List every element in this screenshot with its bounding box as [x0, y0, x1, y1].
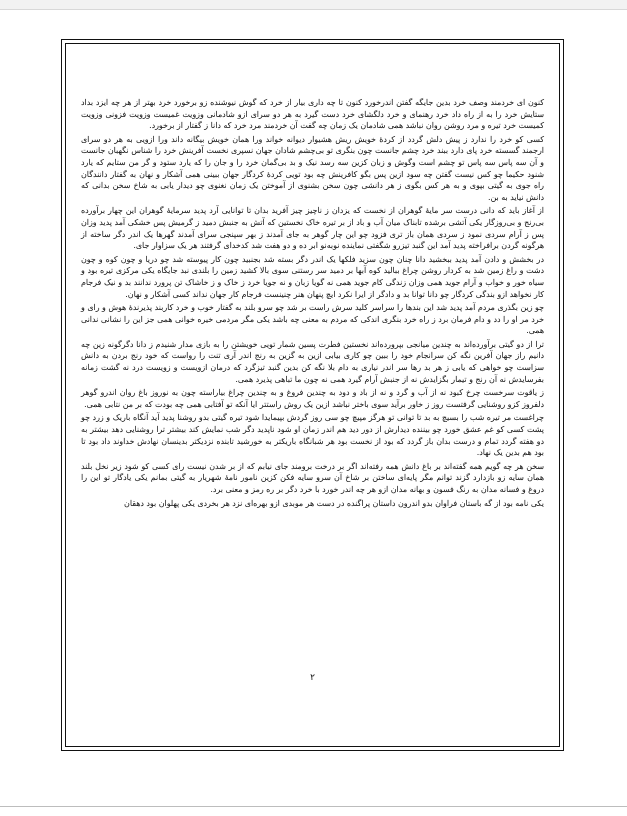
page-number: ۲ [310, 673, 315, 683]
page-border-inner [65, 43, 560, 747]
paragraph-2: کسی کو خرد را ندارد ز پیش دلش گردد از کردهٔ خویش ریش هشیوار دیوانه خواند ورا همان خویش بیگانه داند ورا ازویی به هر دو سرای ارجمند گسسته خرد پای دارد ببند خرد چشم جانست چون بنگری تو بی‌چشم شادان جهان نسپری نخست آفرینش خرد را شناس نگهبان جانست و آن سه پاس سه پاس تو چشم است وگوش و زبان کزین سه رسد نیک و بد بی‌گمان خرد را و جان را که یارد ستود و گر من ستایم که یارد شنود حکیما چو کس نیست گفتن چه سود ازین پس بگو کافرینش چه بود تویی کردهٔ کردگار جهان ببینی همی آشکار و نهان به گفتار دانندگان راه جوی به گیتی بپوی و به هر کس بگوی ز هر دانشی چون سخن بشنوی از آموختن یک زمان نغنوی چو دیدار یابی به شاخ سخن بدانی که دانش نیاید به بن. [81, 134, 544, 202]
body-text [81, 97, 544, 509]
paragraph-1: کنون ای خردمند وصف خرد بدین جایگه گفتن اندرخورد کنون تا چه داری بیار از خرد که گوش نیوشنده زو برخورد خرد بهتر از هر چه ایزد بداد ستایش خرد را به از راه داد خرد رهنمای و خرد دلگشای خرد دست گیرد به هر دو سرای ازو شادمانی وزویت غمیست وزویت فزونی وزویت کمیست خرد تیره و مرد روشن روان نباشد همی شادمان یک زمان چه گفت آن خردمند مرد خرد که دانا ز گفتار از برخورد. [81, 98, 544, 131]
paragraph-6: ترا از دو گیتی برآورده‌اند به چندین میانجی بپرورده‌اند نخستین فطرت پسین شمار تویی خویشتن را به بازی مدار شنیدم ز دانا دگرگونه زین چه دانیم راز جهان آفرین نگه کن سرانجام خود را ببین چو کاری بیابی ازین به گزین به رنج اندر آری تنت را رواست که خود رنج بردن به دانش سزاست چو خواهی که یابی ز هر بد رها سر اندر نیاری به دام بلا نگه کن بدین گنبد تیزگرد که درمان ازویست و زویست درد نه گشت زمانه بفرسایدش نه آن رنج و تیمار بگزایدش نه از جنبش آرام گیرد همی نه چون ما تباهی پذیرد همی. [81, 339, 544, 384]
viewer-top-bar [0, 0, 627, 10]
paragraph-5: چو زین بگذری مردم آمد پدید شد این بندها را سراسر کلید سرش راست بر شد چو سرو بلند به گفتار خوب و خرد کاربند پذیرندهٔ هوش و رای و خرد مر او را دد و دام فرمان برد ز راه خرد بنگری اندکی که مردم به معنی چه باشد یکی مگر مردمی خیره خوانی همی جز این را نشانی ندانی همی. [81, 303, 544, 336]
page-border-outer [61, 39, 564, 751]
paragraph-7: ز یاقوت سرخست چرخ کبود نه از آب و گرد و نه از باد و دود به چندین فروغ و به چندین چراغ بیاراسته چون به نوروز باغ روان اندرو گوهر دلفروز کزو روشنایی گرفتست روز ز خاور برآید سوی باختر نباشد ازین یک روش راستتر ایا آنکه تو آفتابی همی چه بودت که بر من نتابی همی. [81, 388, 544, 409]
paragraph-4: در بخشش و دادن آمد پدید ببخشید دانا چنان چون سزید فلکها یک اندر دگر بسته شد بجنبید چون کار پیوسته شد چو دریا و چون کوه و چون دشت و راغ زمین شد به کردار روشن چراغ ببالید کوه آبها بر دمید سر رستنی سوی بالا کشید زمین را بلندی نبد جایگاه یکی مرکزی تیره بود و سیاه خور و خواب و آرام جوید همی وزان زندگی کام جوید همی نه گویا زبان و نه جویا خرد ز خاک و ز خاشاک تن پرورد ندانند بد و نیک فرجام کار نخواهد ازو بندگی کردگار چو دانا توانا بد و دادگر از ایرا نکرد ایچ پنهان هنر چنینست فرجام کار جهان نداند کسی آشکار و نهان. [81, 254, 544, 299]
paragraph-3: از آغاز باید که دانی درست سر مایهٔ گوهران از نخست که یزدان ز ناچیز چیز آفرید بدان تا توانایی آرد پدید سرمایهٔ گوهران این چهار برآورده بی‌رنج و بی‌روزگار یکی آتشی برشده تابناک میان آب و باد از بر تیره خاک نخستین که آتش به جنبش دمید ز گرمیش پس خشکی آمد پدید وزان پس ز آرام سردی نمود ز سردی همان باز تری فزود چو این چار گوهر به جای آمدند ز بهر سپنجی سرای آمدند گهرها یک اندر دگر ساخته از هرگونه گردن برافراخته پدید آمد این گنبد تیزرو شگفتی نماینده نوبه‌نو ابر ده و دو هفت شد کدخدای گرفتند هر یک سزاوار جای. [81, 206, 544, 251]
next-page-edge [0, 807, 627, 816]
paragraph-9: سخن هر چه گویم همه گفته‌اند بر باغ دانش همه رفته‌اند اگر بر درخت برومند جای نیابم که از بر شدن نیست رای کسی کو شود زیر نخل بلند همان سایه زو بازدارد گزند توانم مگر پایه‌ای ساختن بر شاخ آن سرو سایه فکن کزین نامور نامهٔ شهریار به گیتی بمانم یکی یادگار تو این را دروغ و فسانه مدان به رنگ فسون و بهانه مدان ازو هر چه اندر خورد با خرد دگر بر ره رمز و معنی برد. [81, 461, 544, 494]
paragraph-10: یکی نامه بود از گه باستان فراوان بدو اندرون داستان پراگنده در دست هر موبدی ازو بهره‌ای نزد هر بخردی یکی پهلوان بود دهقان [124, 498, 544, 508]
paragraph-8: چراغست مر تیره شب را بسیچ به بد تا توانی تو هرگز مپیچ چو سی روز گردش بپیمایدا شود تیره گیتی بدو روشنا پدید آید آنگاه باریک و زرد چو پشت کسی کو غم عشق خورد چو بیننده دیدارش از دور دید هم اندر زمان او شود ناپدید دگر شب نمایش کند بیشتر ترا روشنایی دهد بیشتر به دو هفته گردد تمام و درست بدان باز گردد که بود از نخست بود هر شبانگاه باریکتر به خورشید تابنده نزدیکتر بدینسان نهادش خداوند داد بود تا بود هم بدین یک نهاد. [81, 413, 544, 458]
